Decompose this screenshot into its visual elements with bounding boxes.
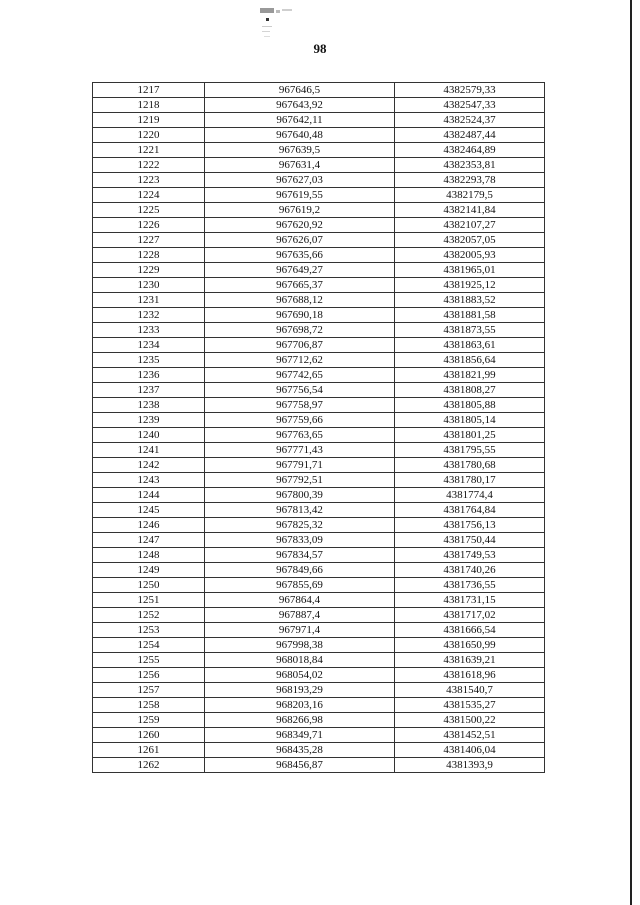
point-number-cell: 1250 — [93, 578, 205, 593]
y-coordinate-cell: 4382464,89 — [395, 143, 545, 158]
y-coordinate-cell: 4381393,9 — [395, 758, 545, 773]
table-row — [93, 278, 545, 293]
table-row — [93, 323, 545, 338]
point-number-cell: 1218 — [93, 98, 205, 113]
point-number-cell: 1230 — [93, 278, 205, 293]
x-coordinate-cell: 967665,37 — [205, 278, 395, 293]
point-number-cell: 1235 — [93, 353, 205, 368]
y-coordinate-cell: 4381452,51 — [395, 728, 545, 743]
table-row — [93, 233, 545, 248]
y-coordinate-cell: 4381881,58 — [395, 308, 545, 323]
x-coordinate-cell: 967642,11 — [205, 113, 395, 128]
x-coordinate-cell: 967771,43 — [205, 443, 395, 458]
x-coordinate-cell: 968018,84 — [205, 653, 395, 668]
point-number-cell: 1234 — [93, 338, 205, 353]
x-coordinate-cell: 967833,09 — [205, 533, 395, 548]
table-row — [93, 548, 545, 563]
point-number-cell: 1220 — [93, 128, 205, 143]
table-row — [93, 293, 545, 308]
table-row — [93, 488, 545, 503]
table-row — [93, 503, 545, 518]
point-number-cell: 1222 — [93, 158, 205, 173]
y-coordinate-cell: 4381795,55 — [395, 443, 545, 458]
y-coordinate-cell: 4382524,37 — [395, 113, 545, 128]
table-row — [93, 368, 545, 383]
x-coordinate-cell: 967791,71 — [205, 458, 395, 473]
table-row — [93, 203, 545, 218]
x-coordinate-cell: 968266,98 — [205, 713, 395, 728]
point-number-cell: 1246 — [93, 518, 205, 533]
x-coordinate-cell: 967834,57 — [205, 548, 395, 563]
x-coordinate-cell: 968054,02 — [205, 668, 395, 683]
table-row — [93, 383, 545, 398]
x-coordinate-cell: 967698,72 — [205, 323, 395, 338]
table-row — [93, 218, 545, 233]
point-number-cell: 1219 — [93, 113, 205, 128]
y-coordinate-cell: 4381749,53 — [395, 548, 545, 563]
x-coordinate-cell: 967706,87 — [205, 338, 395, 353]
y-coordinate-cell: 4381883,52 — [395, 293, 545, 308]
table-row — [93, 173, 545, 188]
point-number-cell: 1257 — [93, 683, 205, 698]
x-coordinate-cell: 968193,29 — [205, 683, 395, 698]
point-number-cell: 1254 — [93, 638, 205, 653]
table-row — [93, 713, 545, 728]
point-number-cell: 1248 — [93, 548, 205, 563]
point-number-cell: 1226 — [93, 218, 205, 233]
point-number-cell: 1221 — [93, 143, 205, 158]
page-edge-rule — [630, 0, 632, 905]
table-row — [93, 743, 545, 758]
y-coordinate-cell: 4381821,99 — [395, 368, 545, 383]
y-coordinate-cell: 4382547,33 — [395, 98, 545, 113]
point-number-cell: 1258 — [93, 698, 205, 713]
y-coordinate-cell: 4381540,7 — [395, 683, 545, 698]
y-coordinate-cell: 4381535,27 — [395, 698, 545, 713]
y-coordinate-cell: 4381780,68 — [395, 458, 545, 473]
table-row — [93, 308, 545, 323]
table-row — [93, 593, 545, 608]
y-coordinate-cell: 4381801,25 — [395, 428, 545, 443]
y-coordinate-cell: 4382141,84 — [395, 203, 545, 218]
x-coordinate-cell: 967756,54 — [205, 383, 395, 398]
table-row — [93, 653, 545, 668]
x-coordinate-cell: 967619,55 — [205, 188, 395, 203]
x-coordinate-cell: 967627,03 — [205, 173, 395, 188]
table-row — [93, 623, 545, 638]
point-number-cell: 1223 — [93, 173, 205, 188]
table-row — [93, 608, 545, 623]
table-row — [93, 413, 545, 428]
table-row — [93, 353, 545, 368]
coordinates-table — [92, 82, 545, 773]
y-coordinate-cell: 4381639,21 — [395, 653, 545, 668]
y-coordinate-cell: 4381925,12 — [395, 278, 545, 293]
point-number-cell: 1245 — [93, 503, 205, 518]
x-coordinate-cell: 967688,12 — [205, 293, 395, 308]
table-row — [93, 338, 545, 353]
x-coordinate-cell: 967646,5 — [205, 83, 395, 98]
y-coordinate-cell: 4381717,02 — [395, 608, 545, 623]
y-coordinate-cell: 4381740,26 — [395, 563, 545, 578]
point-number-cell: 1240 — [93, 428, 205, 443]
y-coordinate-cell: 4382353,81 — [395, 158, 545, 173]
y-coordinate-cell: 4381764,84 — [395, 503, 545, 518]
table-row — [93, 128, 545, 143]
table-row — [93, 143, 545, 158]
y-coordinate-cell: 4382579,33 — [395, 83, 545, 98]
point-number-cell: 1224 — [93, 188, 205, 203]
x-coordinate-cell: 967742,65 — [205, 368, 395, 383]
table-row — [93, 533, 545, 548]
y-coordinate-cell: 4381965,01 — [395, 263, 545, 278]
table-row — [93, 458, 545, 473]
table-row — [93, 638, 545, 653]
y-coordinate-cell: 4381805,88 — [395, 398, 545, 413]
point-number-cell: 1253 — [93, 623, 205, 638]
point-number-cell: 1237 — [93, 383, 205, 398]
coordinates-table-body — [93, 83, 545, 773]
x-coordinate-cell: 968203,16 — [205, 698, 395, 713]
x-coordinate-cell: 967998,38 — [205, 638, 395, 653]
x-coordinate-cell: 967712,62 — [205, 353, 395, 368]
x-coordinate-cell: 967626,07 — [205, 233, 395, 248]
x-coordinate-cell: 967792,51 — [205, 473, 395, 488]
y-coordinate-cell: 4381731,15 — [395, 593, 545, 608]
point-number-cell: 1231 — [93, 293, 205, 308]
point-number-cell: 1247 — [93, 533, 205, 548]
y-coordinate-cell: 4381805,14 — [395, 413, 545, 428]
table-row — [93, 263, 545, 278]
x-coordinate-cell: 967619,2 — [205, 203, 395, 218]
y-coordinate-cell: 4381666,54 — [395, 623, 545, 638]
stamp-icon — [258, 4, 298, 40]
point-number-cell: 1261 — [93, 743, 205, 758]
x-coordinate-cell: 967631,4 — [205, 158, 395, 173]
y-coordinate-cell: 4382107,27 — [395, 218, 545, 233]
x-coordinate-cell: 967849,66 — [205, 563, 395, 578]
point-number-cell: 1227 — [93, 233, 205, 248]
point-number-cell: 1217 — [93, 83, 205, 98]
point-number-cell: 1241 — [93, 443, 205, 458]
point-number-cell: 1236 — [93, 368, 205, 383]
table-row — [93, 83, 545, 98]
point-number-cell: 1238 — [93, 398, 205, 413]
x-coordinate-cell: 967690,18 — [205, 308, 395, 323]
x-coordinate-cell: 967800,39 — [205, 488, 395, 503]
table-row — [93, 428, 545, 443]
y-coordinate-cell: 4381873,55 — [395, 323, 545, 338]
y-coordinate-cell: 4382487,44 — [395, 128, 545, 143]
y-coordinate-cell: 4381774,4 — [395, 488, 545, 503]
point-number-cell: 1260 — [93, 728, 205, 743]
point-number-cell: 1232 — [93, 308, 205, 323]
y-coordinate-cell: 4382057,05 — [395, 233, 545, 248]
x-coordinate-cell: 967649,27 — [205, 263, 395, 278]
point-number-cell: 1243 — [93, 473, 205, 488]
table-row — [93, 668, 545, 683]
point-number-cell: 1252 — [93, 608, 205, 623]
x-coordinate-cell: 967620,92 — [205, 218, 395, 233]
x-coordinate-cell: 967639,5 — [205, 143, 395, 158]
table-row — [93, 248, 545, 263]
y-coordinate-cell: 4382179,5 — [395, 188, 545, 203]
y-coordinate-cell: 4381750,44 — [395, 533, 545, 548]
x-coordinate-cell: 967763,65 — [205, 428, 395, 443]
table-row — [93, 188, 545, 203]
table-row — [93, 113, 545, 128]
x-coordinate-cell: 967855,69 — [205, 578, 395, 593]
y-coordinate-cell: 4381808,27 — [395, 383, 545, 398]
y-coordinate-cell: 4382005,93 — [395, 248, 545, 263]
y-coordinate-cell: 4381780,17 — [395, 473, 545, 488]
table-row — [93, 158, 545, 173]
point-number-cell: 1239 — [93, 413, 205, 428]
point-number-cell: 1225 — [93, 203, 205, 218]
point-number-cell: 1229 — [93, 263, 205, 278]
x-coordinate-cell: 968349,71 — [205, 728, 395, 743]
point-number-cell: 1259 — [93, 713, 205, 728]
x-coordinate-cell: 967635,66 — [205, 248, 395, 263]
table-row — [93, 518, 545, 533]
y-coordinate-cell: 4381500,22 — [395, 713, 545, 728]
point-number-cell: 1255 — [93, 653, 205, 668]
x-coordinate-cell: 967640,48 — [205, 128, 395, 143]
point-number-cell: 1251 — [93, 593, 205, 608]
x-coordinate-cell: 967758,97 — [205, 398, 395, 413]
point-number-cell: 1233 — [93, 323, 205, 338]
y-coordinate-cell: 4381618,96 — [395, 668, 545, 683]
y-coordinate-cell: 4381406,04 — [395, 743, 545, 758]
point-number-cell: 1256 — [93, 668, 205, 683]
table-row — [93, 398, 545, 413]
x-coordinate-cell: 967813,42 — [205, 503, 395, 518]
table-row — [93, 698, 545, 713]
x-coordinate-cell: 967887,4 — [205, 608, 395, 623]
y-coordinate-cell: 4381856,64 — [395, 353, 545, 368]
y-coordinate-cell: 4381650,99 — [395, 638, 545, 653]
y-coordinate-cell: 4382293,78 — [395, 173, 545, 188]
table-row — [93, 758, 545, 773]
point-number-cell: 1262 — [93, 758, 205, 773]
y-coordinate-cell: 4381863,61 — [395, 338, 545, 353]
x-coordinate-cell: 967759,66 — [205, 413, 395, 428]
x-coordinate-cell: 967971,4 — [205, 623, 395, 638]
point-number-cell: 1244 — [93, 488, 205, 503]
page-number: 98 — [313, 41, 327, 56]
x-coordinate-cell: 968456,87 — [205, 758, 395, 773]
y-coordinate-cell: 4381756,13 — [395, 518, 545, 533]
x-coordinate-cell: 968435,28 — [205, 743, 395, 758]
point-number-cell: 1228 — [93, 248, 205, 263]
table-row — [93, 563, 545, 578]
table-row — [93, 443, 545, 458]
table-row — [93, 683, 545, 698]
x-coordinate-cell: 967643,92 — [205, 98, 395, 113]
table-row — [93, 98, 545, 113]
y-coordinate-cell: 4381736,55 — [395, 578, 545, 593]
point-number-cell: 1242 — [93, 458, 205, 473]
x-coordinate-cell: 967864,4 — [205, 593, 395, 608]
x-coordinate-cell: 967825,32 — [205, 518, 395, 533]
table-row — [93, 728, 545, 743]
table-row — [93, 473, 545, 488]
table-row — [93, 578, 545, 593]
point-number-cell: 1249 — [93, 563, 205, 578]
